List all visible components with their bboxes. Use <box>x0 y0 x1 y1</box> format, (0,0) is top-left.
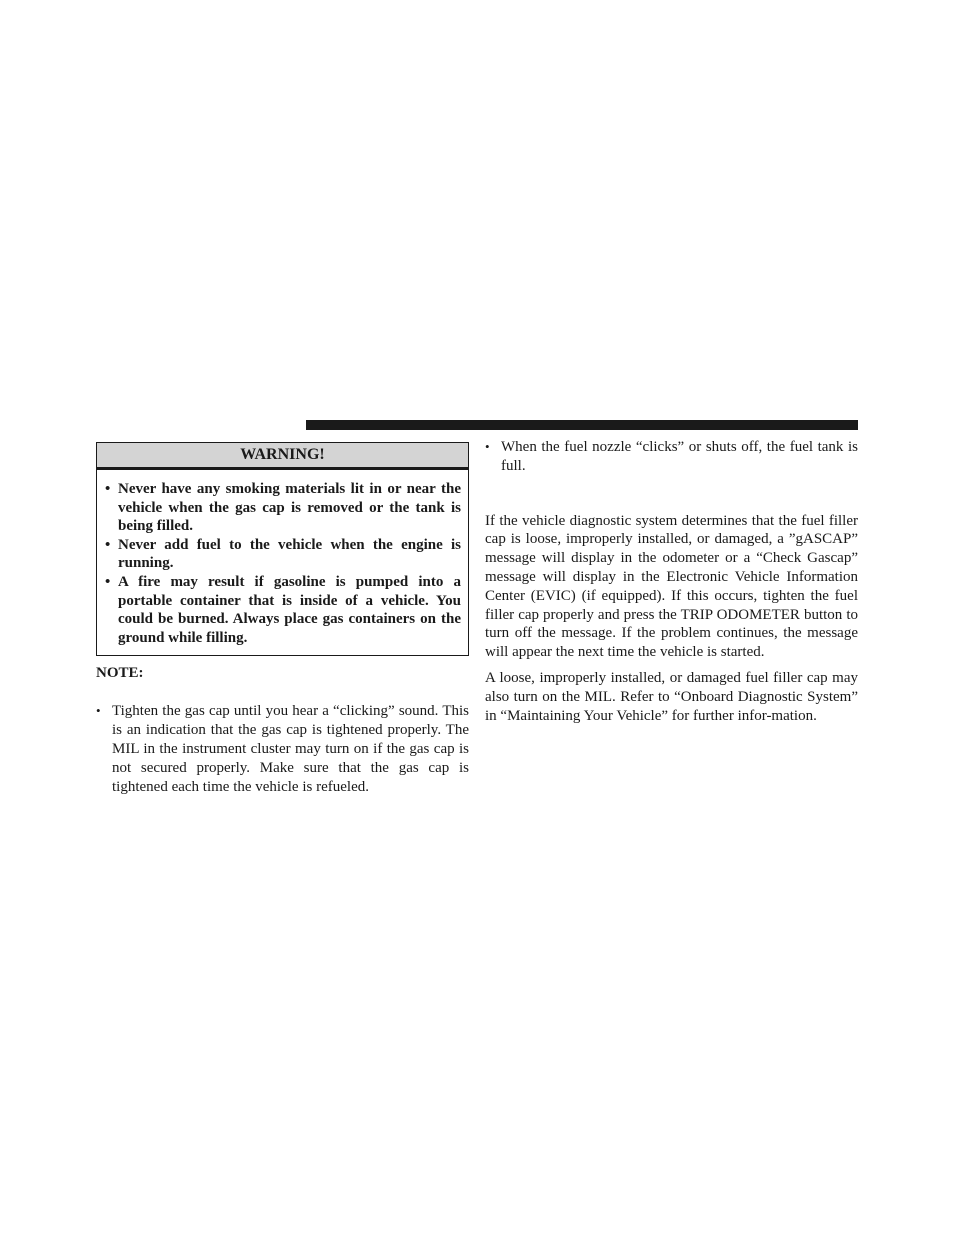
warning-box <box>96 442 469 656</box>
note-list-continued <box>485 438 858 476</box>
section-header-bar <box>306 420 858 430</box>
warning-item: • Never have any smoking materials lit in or near the vehicle when the gas cap is removed or the tank is being filled. <box>105 480 461 536</box>
note-label: NOTE: <box>96 665 144 682</box>
note-item: • Tighten the gas cap until you hear a “clicking” sound. This is an indication that the gas cap is tightened properly. The MIL in the instrument cluster may turn on if the gas cap is not secured properly. Make sure that the gas cap is tightened each time the vehicle is refueled. <box>96 702 469 796</box>
warning-title: WARNING! <box>97 443 468 470</box>
note-list <box>96 702 469 796</box>
body-paragraph: A loose, improperly installed, or damaged fuel filler cap may also turn on the MIL. Refer to “Onboard Diagnostic System” in “Maintaining Your Vehicle” for further infor-mation. <box>485 669 858 724</box>
warning-item: • Never add fuel to the vehicle when the engine is running. <box>105 536 461 573</box>
right-column <box>485 438 858 725</box>
left-column <box>96 442 469 796</box>
warning-item: • A fire may result if gasoline is pumped into a portable container that is inside of a vehicle. You could be burned. Always place gas containers on the ground while filling. <box>105 573 461 647</box>
warning-list <box>97 470 468 655</box>
note-item: • When the fuel nozzle “clicks” or shuts off, the fuel tank is full. <box>485 438 858 476</box>
body-paragraph: If the vehicle diagnostic system determines that the fuel filler cap is loose, improperly installed, or damaged, a ”gASCAP” message will display in the odometer or a “Check Gascap” message will display in the Electronic Vehicle Information Center (EVIC) (if equipped). If this occurs, tighten the fuel filler cap properly and press the TRIP ODOMETER button to turn off the message. If the problem continues, the message will appear the next time the vehicle is started. <box>485 512 858 661</box>
